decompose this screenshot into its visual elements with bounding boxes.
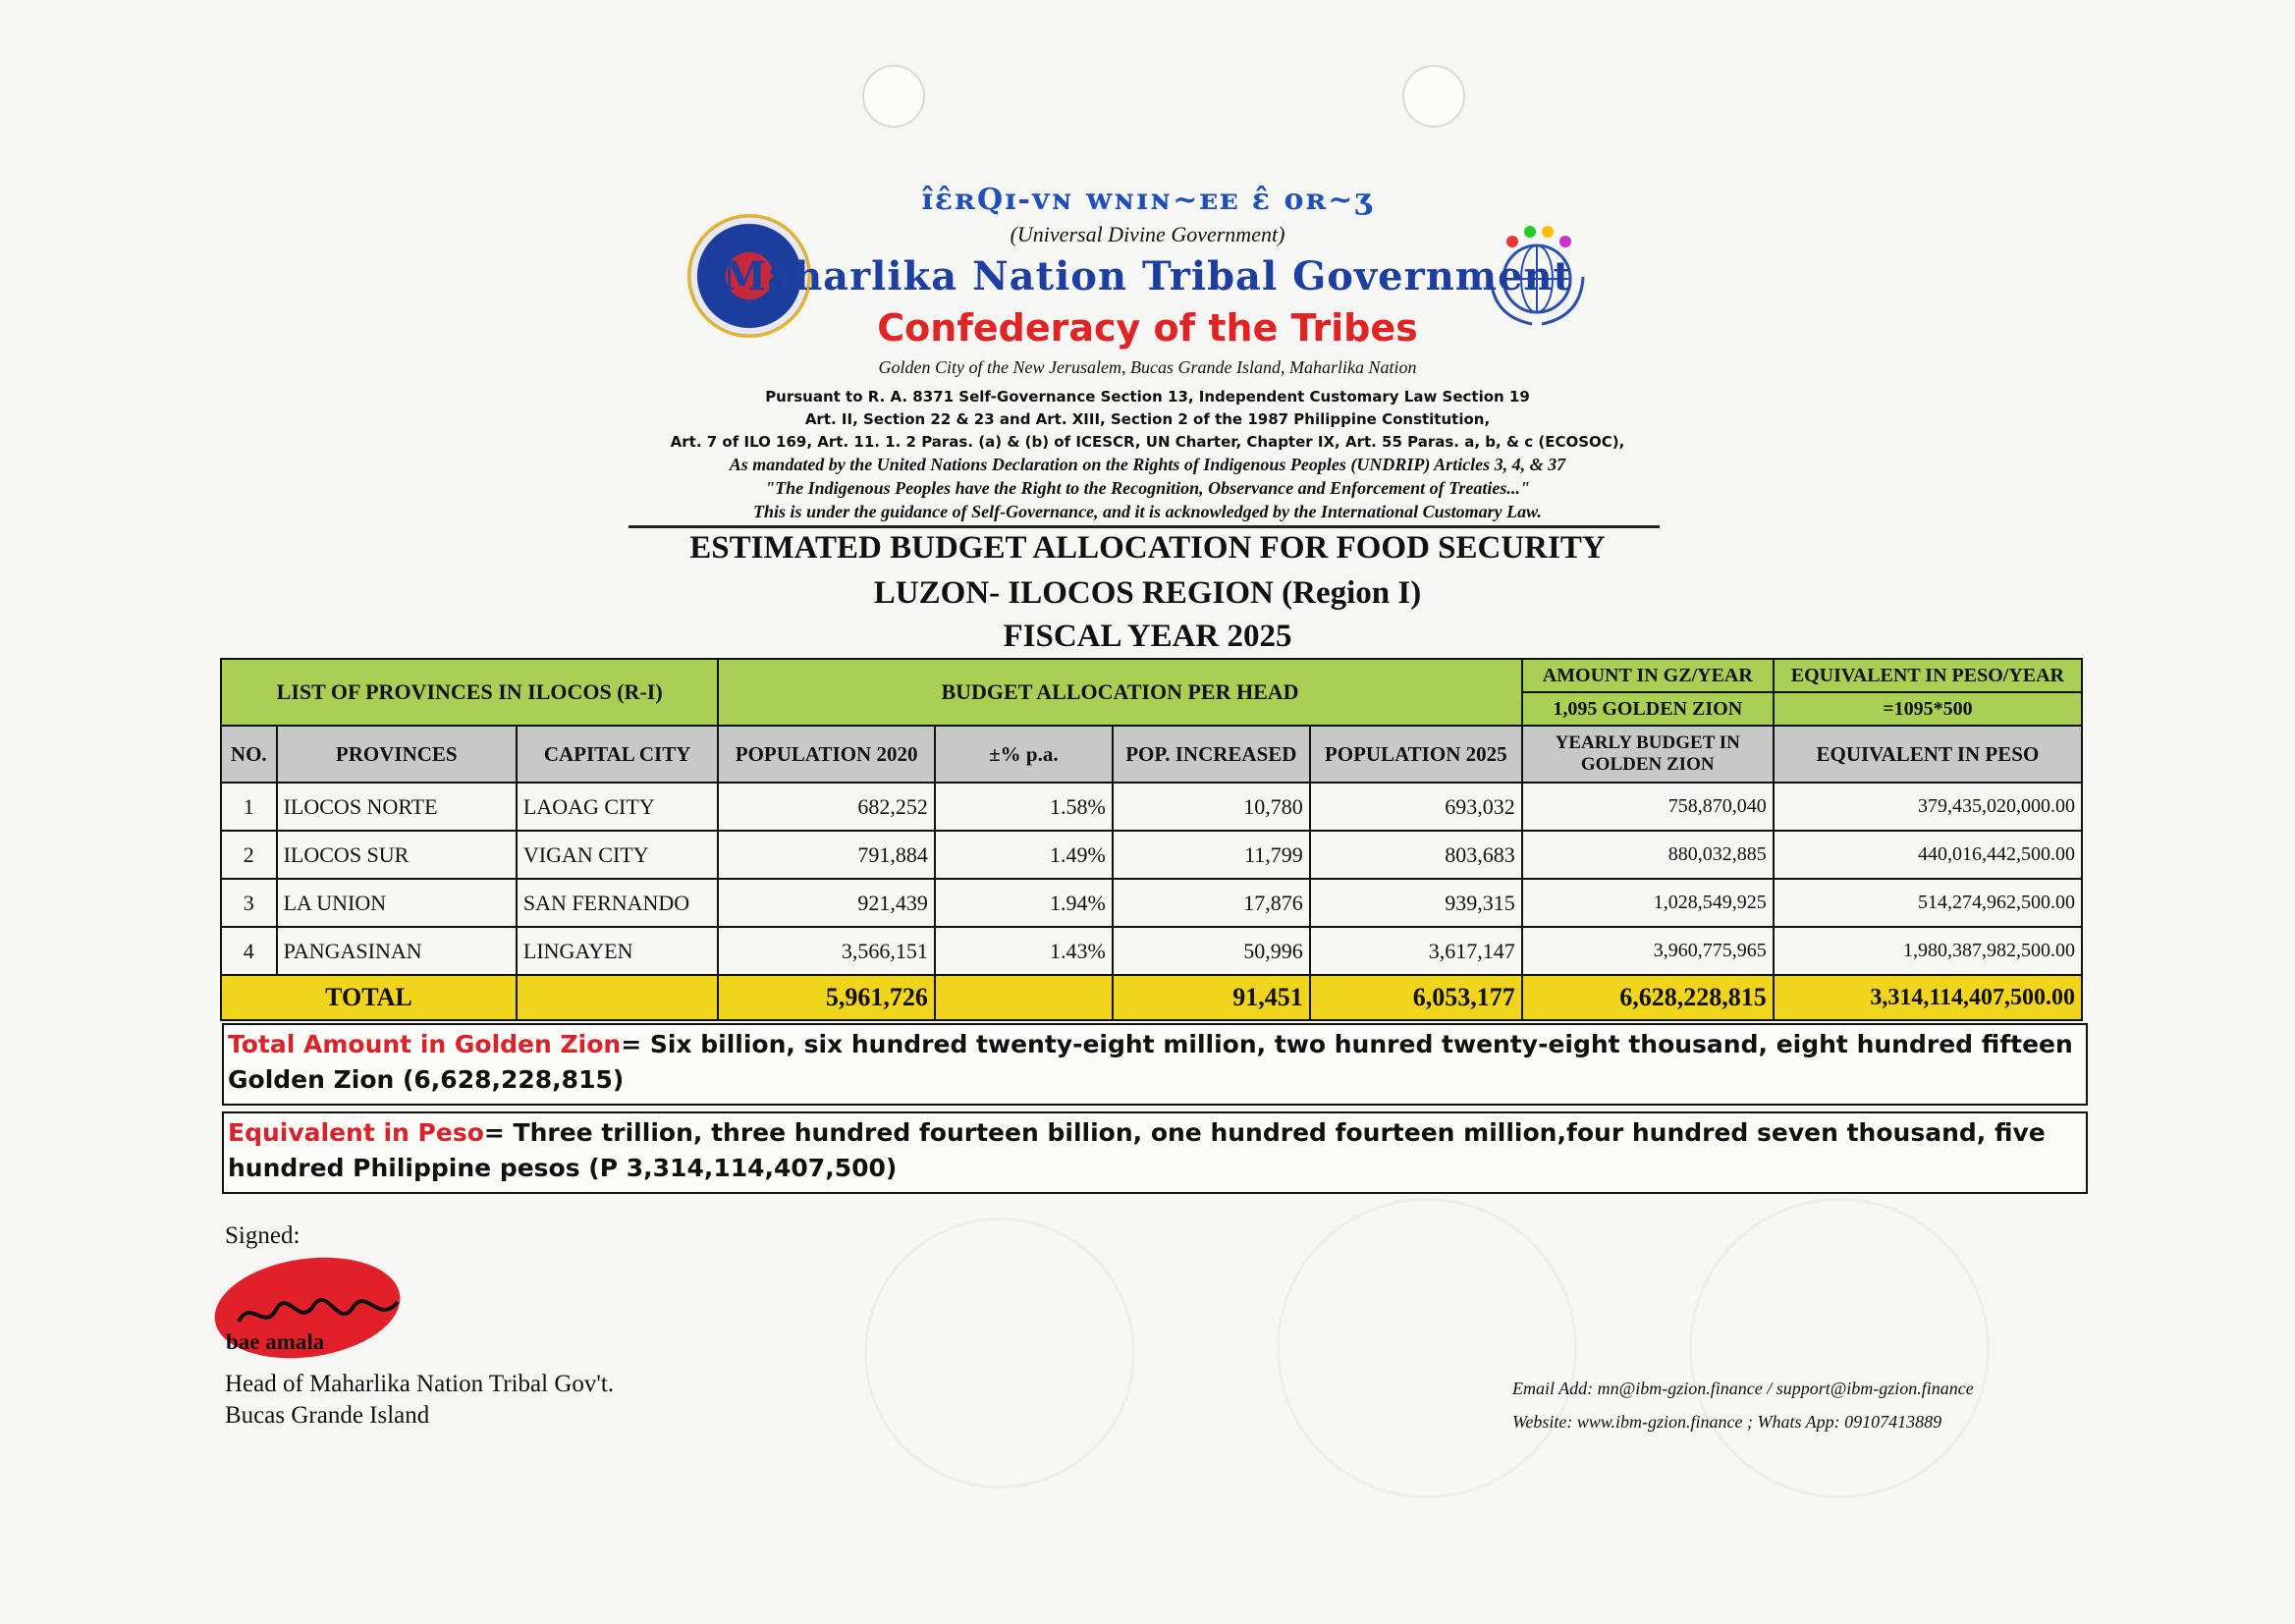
- table-row: [221, 879, 2082, 927]
- cell-pop-2025: 3,617,147: [1310, 927, 1522, 975]
- column-header: PROVINCES: [277, 726, 517, 783]
- equiv-peso-subheader: =1095*500: [1774, 692, 2082, 726]
- signatory-location: Bucas Grande Island: [225, 1402, 430, 1429]
- column-header-row: [221, 726, 2082, 783]
- peso-summary-text: = Three trillion, three hundred fourteen billion, one hundred fourteen million,four hundred seven thousand, five hundred Philippine pesos (P 3,314,114,407,500): [228, 1118, 2046, 1182]
- region-title: LUZON- ILOCOS REGION (Region I): [873, 575, 1422, 611]
- column-header: NO.: [221, 726, 277, 783]
- gz-summary-box: [222, 1023, 2088, 1106]
- script-title: ɪ̂ɛ̂ʀQɪ-ᴠɴ ᴡɴɪɴ~ᴇᴇ ɛ̂ ᴏʀ~ʒ: [921, 183, 1374, 217]
- cell-budget-gz: 1,028,549,925: [1522, 879, 1774, 927]
- cell-budget-gz: 758,870,040: [1522, 783, 1774, 831]
- cell-no: 1: [221, 783, 277, 831]
- cell-province: ILOCOS SUR: [277, 831, 517, 879]
- cell-growth-rate: 1.49%: [935, 831, 1113, 879]
- cell-pop-increased: 50,996: [1113, 927, 1310, 975]
- cell-budget-gz: 880,032,885: [1522, 831, 1774, 879]
- column-header: EQUIVALENT IN PESO: [1774, 726, 2082, 783]
- cell-no: 4: [221, 927, 277, 975]
- cell-equiv-peso: 1,980,387,982,500.00: [1774, 927, 2082, 975]
- legal-basis-line-3: Art. 7 of ILO 169, Art. 11. 1. 2 Paras. (a) & (b) of ICESCR, UN Charter, Chapter IX, Art. 55 Paras. a, b, & c (ECOSOC),: [670, 433, 1625, 451]
- mandate-line-1: As mandated by the United Nations Declaration on the Rights of Indigenous Peoples (UNDRIP) Articles 3, 4, & 37: [729, 455, 1566, 474]
- budget-group-header: BUDGET ALLOCATION PER HEAD: [718, 659, 1521, 726]
- punch-hole-right: [1402, 65, 1465, 128]
- provinces-group-header: LIST OF PROVINCES IN ILOCOS (R-I): [221, 659, 718, 726]
- group-header-row: [221, 659, 2082, 692]
- cell-capital: VIGAN CITY: [517, 831, 718, 879]
- total-row: [221, 975, 2082, 1020]
- fiscal-year-title: FISCAL YEAR 2025: [1003, 619, 1292, 654]
- confederacy-heading: Confederacy of the Tribes: [877, 306, 1418, 350]
- cell-pop-2025: 693,032: [1310, 783, 1522, 831]
- cell-budget-gz: 3,960,775,965: [1522, 927, 1774, 975]
- cell-pop-increased: 10,780: [1113, 783, 1310, 831]
- letterhead-divider: [628, 525, 1660, 528]
- legal-basis-line-2: Art. II, Section 22 & 23 and Art. XIII, Section 2 of the 1987 Philippine Constitution,: [804, 410, 1491, 428]
- total-empty-cell: [517, 975, 718, 1020]
- cell-pop-2020: 791,884: [718, 831, 935, 879]
- cell-pop-increased: 11,799: [1113, 831, 1310, 879]
- total-pop-2020: 5,961,726: [718, 975, 935, 1020]
- column-header: POP. INCREASED: [1113, 726, 1310, 783]
- embossed-seal-2: [1277, 1198, 1577, 1498]
- mandate-line-3: This is under the guidance of Self-Governance, and it is acknowledged by the International Customary Law.: [753, 502, 1542, 521]
- mandate-line-2: "The Indigenous Peoples have the Right to the Recognition, Observance and Enforcement of Treaties...": [765, 478, 1530, 498]
- document-title: ESTIMATED BUDGET ALLOCATION FOR FOOD SECURITY: [689, 530, 1606, 566]
- cell-growth-rate: 1.43%: [935, 927, 1113, 975]
- column-header: ±% p.a.: [935, 726, 1113, 783]
- cell-province: LA UNION: [277, 879, 517, 927]
- cell-equiv-peso: 514,274,962,500.00: [1774, 879, 2082, 927]
- peso-summary-box: [222, 1111, 2088, 1194]
- punch-hole-left: [862, 65, 925, 128]
- total-label: TOTAL: [221, 975, 517, 1020]
- cell-capital: SAN FERNANDO: [517, 879, 718, 927]
- peso-summary-label: Equivalent in Peso: [228, 1118, 484, 1147]
- cell-pop-2020: 3,566,151: [718, 927, 935, 975]
- total-pop-2025: 6,053,177: [1310, 975, 1522, 1020]
- cell-no: 2: [221, 831, 277, 879]
- cell-province: PANGASINAN: [277, 927, 517, 975]
- table-row: [221, 831, 2082, 879]
- cell-no: 3: [221, 879, 277, 927]
- total-empty-cell: [935, 975, 1113, 1020]
- government-name: Maharlika Nation Tribal Government: [722, 253, 1573, 299]
- cell-growth-rate: 1.94%: [935, 879, 1113, 927]
- embossed-seal-3: [1689, 1198, 1990, 1498]
- cell-pop-2025: 803,683: [1310, 831, 1522, 879]
- gz-summary-text: = Six billion, six hundred twenty-eight million, two hunred twenty-eight thousand, eight hundred fifteen Golden Zion (6,628,228,815): [228, 1030, 2073, 1094]
- location-line: Golden City of the New Jerusalem, Bucas Grande Island, Maharlika Nation: [878, 357, 1417, 377]
- signatory-name: bae amala: [226, 1329, 325, 1354]
- contact-email: Email Add: mn@ibm-gzion.finance / support@ibm-gzion.finance: [1512, 1379, 1974, 1398]
- government-subtitle: (Universal Divine Government): [1010, 222, 1285, 246]
- cell-equiv-peso: 379,435,020,000.00: [1774, 783, 2082, 831]
- table-row: [221, 783, 2082, 831]
- embossed-seal-1: [864, 1218, 1135, 1489]
- column-header: CAPITAL CITY: [517, 726, 718, 783]
- signed-label: Signed:: [225, 1222, 301, 1249]
- column-header: POPULATION 2025: [1310, 726, 1522, 783]
- amount-gz-subheader: 1,095 GOLDEN ZION: [1522, 692, 1774, 726]
- total-budget-gz: 6,628,228,815: [1522, 975, 1774, 1020]
- total-pop-increased: 91,451: [1113, 975, 1310, 1020]
- cell-pop-2020: 921,439: [718, 879, 935, 927]
- cell-capital: LAOAG CITY: [517, 783, 718, 831]
- equiv-peso-header: EQUIVALENT IN PESO/YEAR: [1774, 659, 2082, 692]
- table-row: [221, 927, 2082, 975]
- gz-summary-label: Total Amount in Golden Zion: [228, 1030, 622, 1058]
- cell-capital: LINGAYEN: [517, 927, 718, 975]
- cell-growth-rate: 1.58%: [935, 783, 1113, 831]
- budget-table: [220, 658, 2083, 1021]
- cell-pop-2020: 682,252: [718, 783, 935, 831]
- legal-basis-line-1: Pursuant to R. A. 8371 Self-Governance Section 13, Independent Customary Law Section 19: [765, 388, 1530, 406]
- column-header: YEARLY BUDGET IN GOLDEN ZION: [1522, 726, 1774, 783]
- cell-province: ILOCOS NORTE: [277, 783, 517, 831]
- cell-equiv-peso: 440,016,442,500.00: [1774, 831, 2082, 879]
- column-header: POPULATION 2020: [718, 726, 935, 783]
- total-equiv-peso: 3,314,114,407,500.00: [1774, 975, 2082, 1020]
- contact-website: Website: www.ibm-gzion.finance ; Whats App: 09107413889: [1512, 1412, 1942, 1432]
- cell-pop-increased: 17,876: [1113, 879, 1310, 927]
- cell-pop-2025: 939,315: [1310, 879, 1522, 927]
- amount-gz-header: AMOUNT IN GZ/YEAR: [1522, 659, 1774, 692]
- signatory-title: Head of Maharlika Nation Tribal Gov't.: [225, 1371, 615, 1397]
